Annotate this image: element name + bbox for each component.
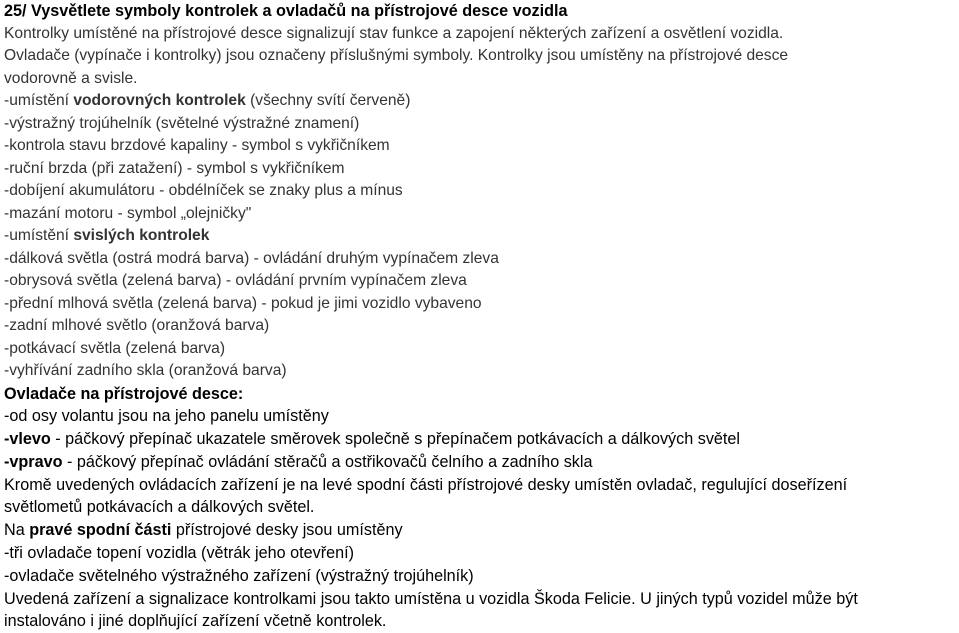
list-item: -dobíjení akumulátoru - obdélníček se znaky plus a mínus: [4, 182, 403, 199]
list-item: -ruční brzda (při zatažení) - symbol s vykřičníkem: [4, 159, 345, 177]
right-part-heading: [4, 519, 957, 542]
controls-column-line: -od osy volantu jsou na jeho panelu umístěny: [4, 407, 329, 426]
right-control-label: -vpravo: [4, 452, 63, 471]
list-item: -tři ovladače topení vozidla (větrák jeho otevření): [4, 544, 355, 563]
closing-line-2: instalováno i jiné doplňující zařízení včetně kontrolek.: [4, 612, 387, 631]
list-item: -vyhřívání zadního skla (oranžová barva): [4, 362, 287, 379]
list-item: -kontrola stavu brzdové kapaliny - symbol s vykřičníkem: [4, 137, 390, 154]
besides-line-2: světlometů potkávacích a dálkových světel.: [4, 498, 315, 517]
closing-line-1: Uvedená zařízení a signalizace kontrolkami jsou takto umístěna u vozidla Škoda Felicie. U jiných typů vozidel může být: [4, 589, 858, 608]
right-part-suffix: přístrojové desky jsou umístěny: [171, 521, 403, 540]
list-item: -obrysová světla (zelená barva) - ovládání prvním vypínačem zleva: [4, 272, 467, 289]
list-item: -ovladače světelného výstražného zařízení (výstražný trojúhelník): [4, 566, 474, 585]
vertical-heading-prefix: -umístění: [4, 227, 74, 244]
document: [4, 0, 957, 633]
right-part-prefix: Na: [4, 521, 30, 540]
controls-heading: Ovladače na přístrojové desce:: [4, 384, 244, 403]
list-item: -mazání motoru - symbol „olejničky": [4, 204, 252, 222]
horizontal-heading-prefix: -umístění: [4, 92, 74, 109]
vertical-heading: [4, 225, 957, 248]
besides-line-1: Kromě uvedených ovládacích zařízení je na levé spodní části přístrojové desky umístěn ovladač, regulující doseřízení: [4, 475, 848, 494]
list-item: -přední mlhová světla (zelená barva) - pokud je jimi vozidlo vybaveno: [4, 294, 482, 312]
list-item: -dálková světla (ostrá modrá barva) - ovládání druhým vypínačem zleva: [4, 249, 499, 267]
intro-line-2: Ovladače (vypínače i kontrolky) jsou označeny příslušnými symboly. Kontrolky jsou umístěny na přístrojové desce: [4, 47, 789, 64]
left-control-line: [4, 428, 957, 451]
vertical-heading-bold: svislých kontrolek: [73, 227, 210, 244]
right-part-bold: pravé spodní části: [29, 521, 172, 540]
right-control-text: - páčkový přepínač ovládání stěračů a ostřikovačů čelního a zadního skla: [62, 452, 593, 471]
left-control-label: -vlevo: [4, 430, 51, 449]
right-control-line: [4, 451, 957, 474]
horizontal-heading-bold: vodorovných kontrolek: [73, 92, 246, 109]
list-item: -potkávací světla (zelená barva): [4, 339, 226, 357]
list-item: -výstražný trojúhelník (světelné výstražné znamení): [4, 114, 360, 132]
intro-line-3: vodorovně a svisle.: [4, 69, 138, 87]
horizontal-heading: [4, 90, 957, 113]
page-title: 25/ Vysvětlete symboly kontrolek a ovladačů na přístrojové desce vozidla: [4, 2, 568, 20]
list-item: -zadní mlhové světlo (oranžová barva): [4, 317, 270, 334]
intro-line-1: Kontrolky umístěné na přístrojové desce signalizují stav funkce a zapojení některých zařízení a osvětlení vozidla.: [4, 24, 784, 42]
left-control-text: - páčkový přepínač ukazatele směrovek společně s přepínačem potkávacích a dálkových světel: [50, 430, 741, 449]
horizontal-heading-suffix: (všechny svítí červeně): [245, 92, 411, 109]
